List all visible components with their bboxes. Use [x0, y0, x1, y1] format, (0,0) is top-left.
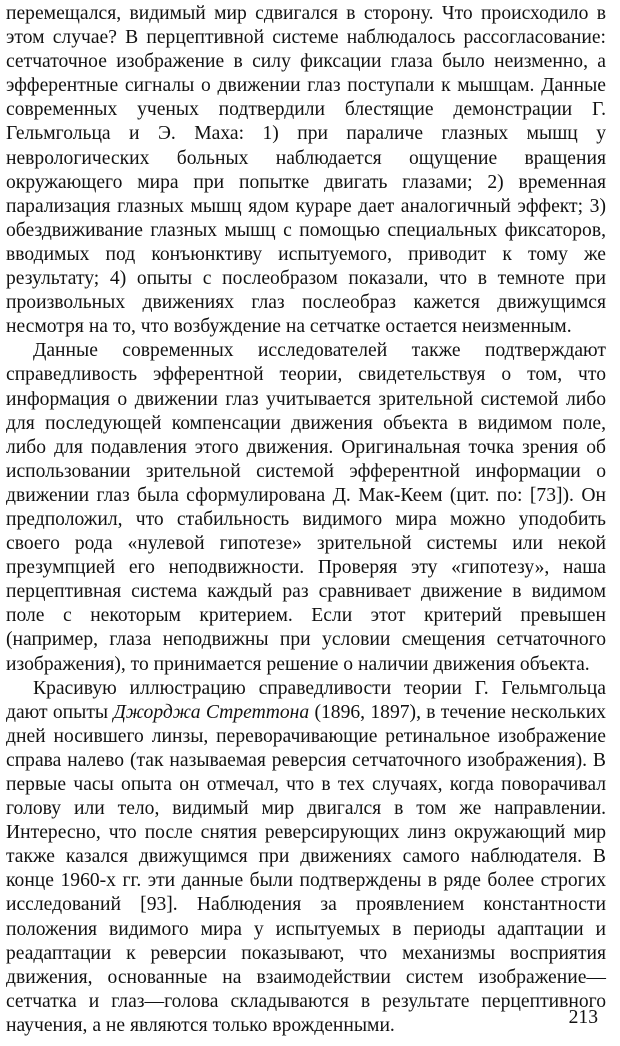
paragraph-continued: перемещался, видимый мир сдвигался в сторону. Что происходило в этом случае? В перцептивной системе наблюдалось рассогласование: сетчаточное изображение в силу фиксации глаза было неизменно, а эфферентные сигналы о движении глаз поступали к мышцам. Данные современных ученых подтвердили блестящие демонстрации Г. Гельмгольца и Э. Маха: 1) при параличе глазных мышц у неврологических больных наблюдается ощущение вращения окружающего мира при попытке двигать глазами; 2) временная парализация глазных мышц ядом кураре дает аналогичный эффект; 3) обездвиживание глазных мышц с помощью специальных фиксаторов, вводимых под конъюнктиву испытуемого, приводит к тому же результату; 4) опыты с послеобразом показали, что в темноте при произвольных движениях глаз послеобраз кажется движущимся несмотря на то, что возбуждение на сетчатке остается неизменным.	[6, 3, 606, 338]
paragraph-stratton	[6, 677, 606, 1038]
paragraph-efferent-theory: Данные современных исследователей также подтверждают справедливость эфферентной теории, свидетельствуя о том, что информация о движении глаз учитывается зрительной системой либо для последующей компенсации движения объекта в видимом поле, либо для подавления этого движения. Оригинальная точка зрения об использовании зрительной системой эфферентной информации о движении глаз была сформулирована Д. Мак-Кеем (цит. по: [73]). Он предположил, что стабильность видимого мира можно уподобить своего рода «нулевой гипотезе» зрительной системы или некой презумпцией его неподвижности. Проверяя эту «гипотезу», наша перцептивная система каждый раз сравнивает движение в видимом поле с некоторым критерием. Если этот критерий превышен (например, глаза неподвижны при условии смещения сетчаточного изображения), то принимается решение о наличии движения объекта.	[6, 340, 606, 675]
author-name-italic: Джорджа Стреттона	[113, 701, 310, 723]
paragraph-stratton-lead: Красивую иллюстрацию справедливости теории Г. Гельмгольца дают опыты	[6, 677, 606, 723]
paragraph-stratton-rest: (1896, 1897), в течение нескольких дней носившего линзы, переворачивающие ретинальное изображение справа налево (так называемая реверсия сетчаточного изображения). В первые часы опыта он отмечал, что в тех случаях, когда поворачивал голову или тело, видимый мир двигался в том же направлении. Интересно, что после снятия реверсирующих линз окружающий мир также казался движущимся при движениях самого наблюдателя. В конце 1960-х гг. эти данные были подтверждены в ряде более строгих исследований [93]. Наблюдения за проявлением константности положения видимого мира у испытуемых в периоды адаптации и реадаптации к реверсии показывают, что механизмы восприятия движения, основанные на взаимодействии систем изображение—сетчатка и глаз—голова складываются в результате перцептивного научения, а не являются только врожденными.	[6, 701, 606, 1036]
body-text	[6, 2, 606, 1038]
page-number: 213	[568, 1007, 598, 1028]
